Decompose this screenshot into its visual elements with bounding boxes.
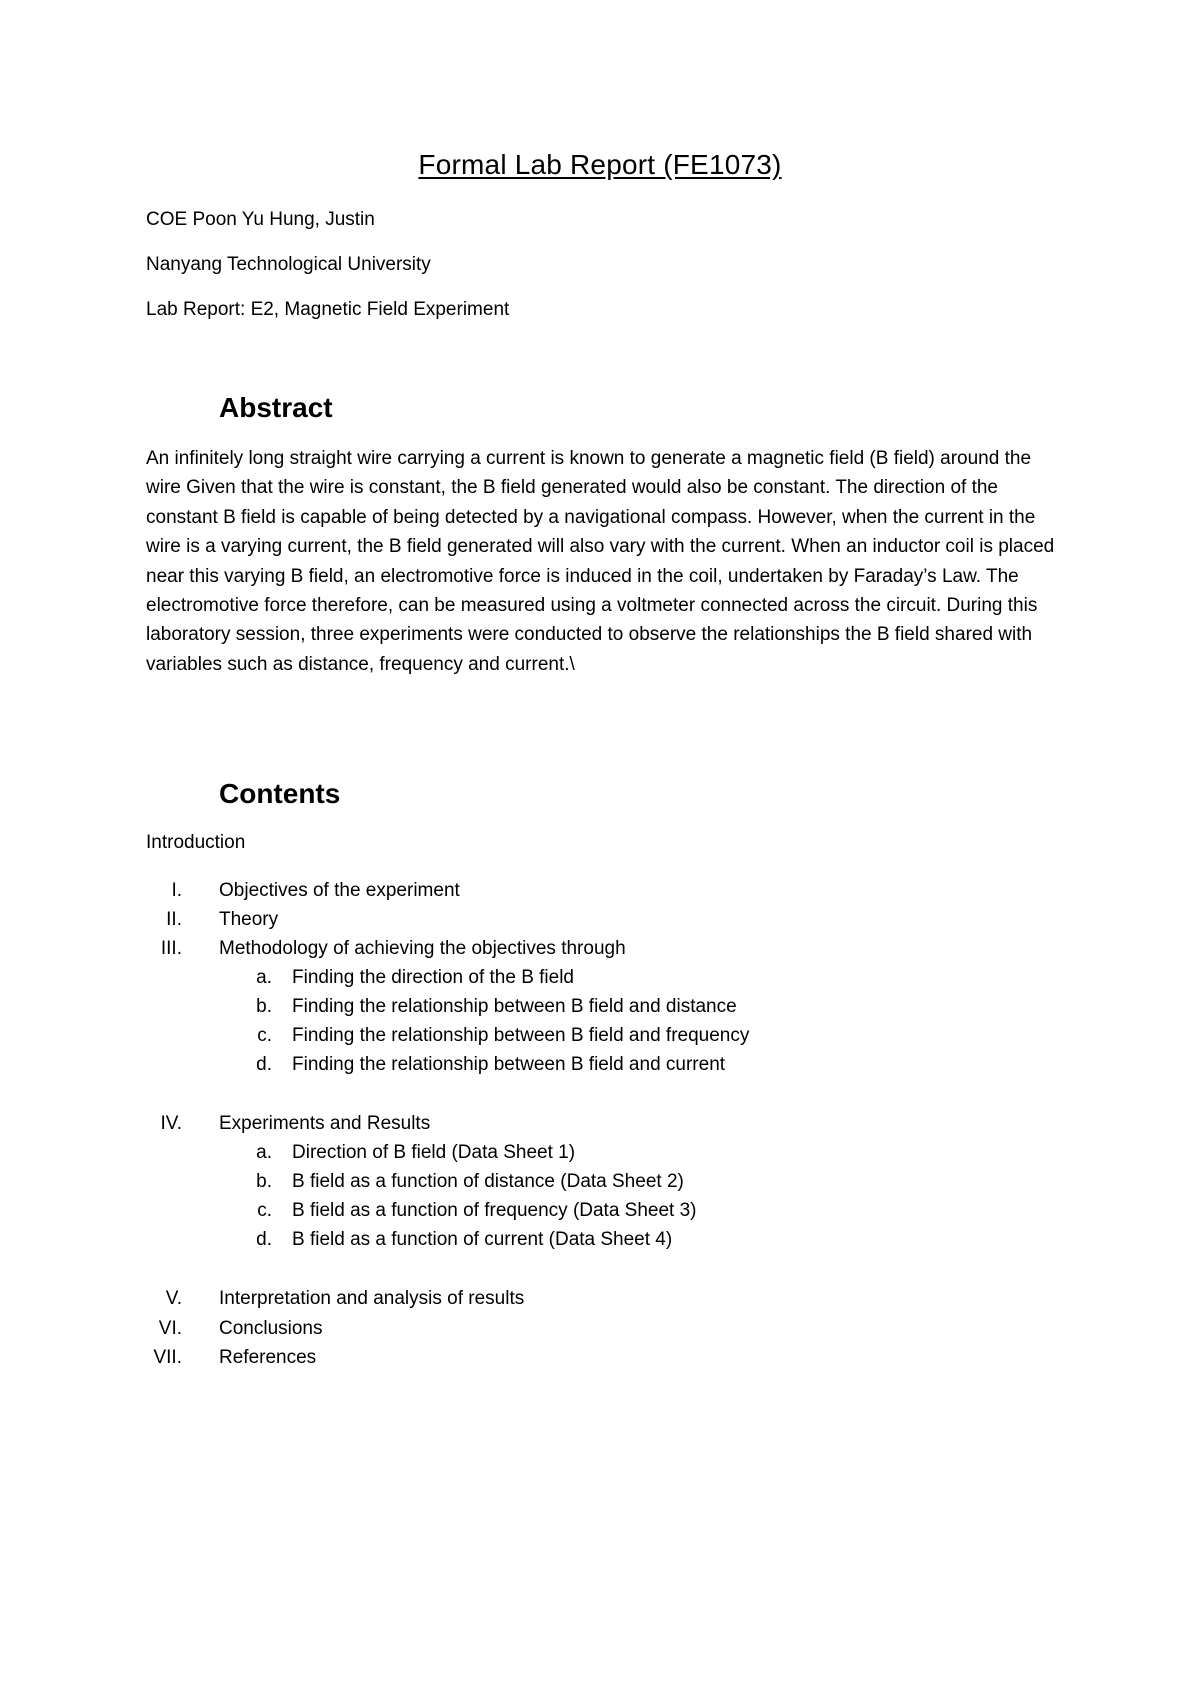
toc-subitem-letter: a.: [256, 1142, 272, 1163]
toc-subitem-letter: b.: [256, 1171, 272, 1192]
toc-subitem-label: Finding the relationship between B field and distance: [292, 996, 737, 1017]
author-line: COE Poon Yu Hung, Justin: [146, 209, 375, 230]
document-title: Formal Lab Report (FE1073): [418, 149, 782, 180]
contents-introduction: Introduction: [146, 832, 246, 853]
toc-item-number: IV.: [160, 1113, 182, 1134]
toc-subitem-label: Finding the direction of the B field: [292, 967, 575, 988]
toc-item-label: Interpretation and analysis of results: [219, 1288, 525, 1309]
toc-item-number: II.: [166, 909, 182, 930]
toc-item-number: I.: [171, 880, 182, 901]
abstract-heading: Abstract: [219, 392, 333, 423]
toc-subitem-label: B field as a function of current (Data Sheet 4): [292, 1229, 673, 1250]
toc-item-number: VI.: [158, 1318, 182, 1339]
toc-subitem-label: Direction of B field (Data Sheet 1): [292, 1142, 576, 1163]
lab-line: Lab Report: E2, Magnetic Field Experiment: [146, 299, 510, 320]
toc-item-number: VII.: [153, 1347, 182, 1368]
toc-subitem-letter: b.: [256, 996, 272, 1017]
toc-item-label: Theory: [219, 909, 279, 930]
contents-heading: Contents: [219, 778, 341, 809]
toc-item-label: Methodology of achieving the objectives through: [219, 938, 626, 959]
toc-subitem-letter: c.: [257, 1200, 272, 1221]
toc-subitem-letter: c.: [257, 1025, 272, 1046]
toc-subitem-letter: a.: [256, 967, 272, 988]
toc-item-label: Experiments and Results: [219, 1113, 431, 1134]
toc-subitem-label: B field as a function of frequency (Data Sheet 3): [292, 1200, 697, 1221]
toc-subitem-label: B field as a function of distance (Data Sheet 2): [292, 1171, 684, 1192]
toc-item-label: References: [219, 1347, 317, 1368]
toc-item-label: Objectives of the experiment: [219, 880, 460, 901]
toc-item-number: V.: [165, 1288, 182, 1309]
toc-subitem-label: Finding the relationship between B field and frequency: [292, 1025, 750, 1046]
toc-subitem-letter: d.: [256, 1054, 272, 1075]
toc-item-number: III.: [160, 938, 182, 959]
abstract-body: An infinitely long straight wire carrying a current is known to generate a magnetic field (B field) around the wire Given that the wire is constant, the B field generated would also be constant. The direction of the constant B field is capable of being detected by a navigational compass. However, when the current in the wire is a varying current, the B field generated will also vary with the current. When an inductor coil is placed near this varying B field, an electromotive force is induced in the coil, undertaken by Faraday’s Law. The electromotive force therefore, can be measured using a voltmeter connected across the circuit. During this laboratory session, three experiments were conducted to observe the relationships the B field shared with variables such as distance, frequency and current.\: [146, 448, 1055, 675]
toc-item-label: Conclusions: [219, 1318, 323, 1339]
institution-line: Nanyang Technological University: [146, 254, 431, 275]
toc-subitem-letter: d.: [256, 1229, 272, 1250]
toc-subitem-label: Finding the relationship between B field and current: [292, 1054, 726, 1075]
